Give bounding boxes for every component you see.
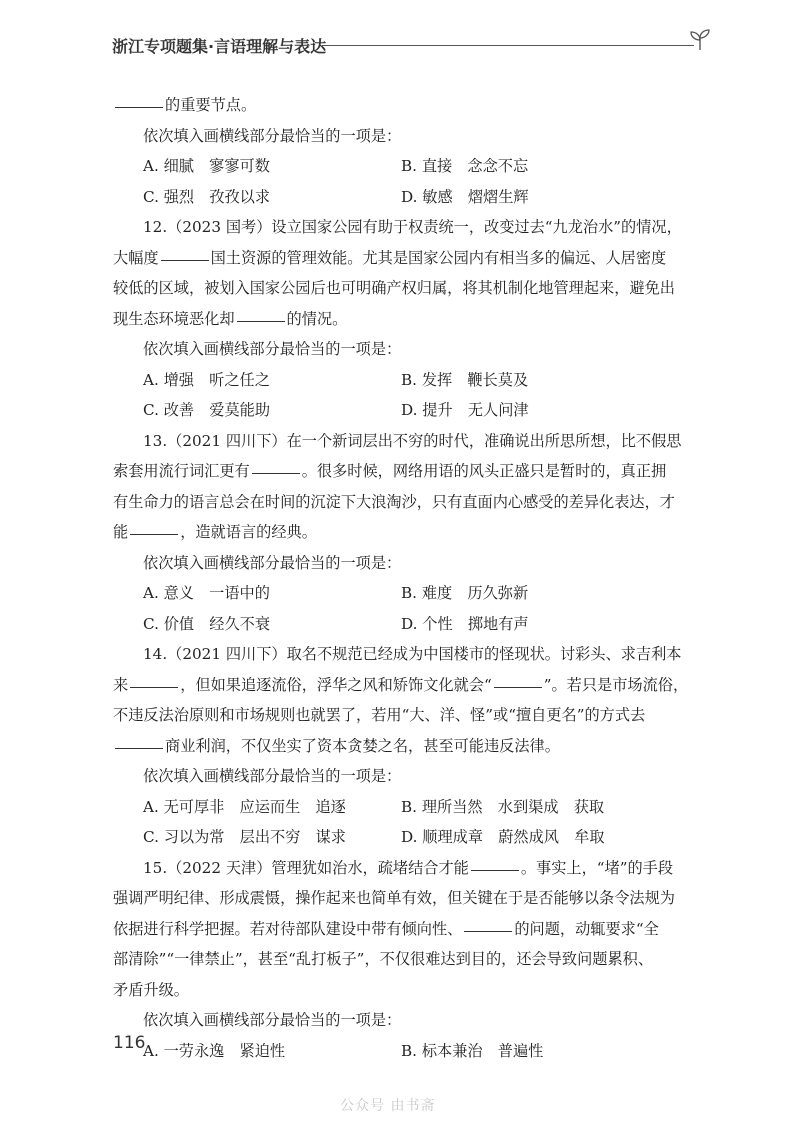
answer-prompt: 依次填入画横线部分最恰当的一项是：	[143, 767, 402, 785]
sprout-icon	[688, 28, 712, 52]
question-13	[113, 426, 698, 640]
option-b: B. 理所当然 水到渠成 获取	[401, 797, 605, 816]
q13-line: ，造就语言的经典。	[180, 523, 317, 541]
fill-blank	[494, 686, 542, 688]
fill-blank	[252, 472, 300, 474]
q12-line: 大幅度	[113, 248, 159, 267]
fill-blank	[161, 259, 209, 261]
q15-line: 矛盾升级。	[113, 980, 189, 999]
fill-blank	[130, 686, 178, 688]
fill-blank	[471, 869, 519, 871]
q13-line: 13.（2021 四川下）在一个新词层出不穷的时代，准确说出所思所想，比不假思	[143, 431, 682, 450]
option-c: C. 习以为常 层出不穷 谋求	[143, 828, 346, 846]
q15-line: 15.（2022 天津）管理犹如治水，疏堵结合才能	[143, 858, 469, 877]
page-content	[113, 90, 698, 1066]
answer-prompt: 依次填入画横线部分最恰当的一项是：	[143, 126, 402, 145]
q13-line: 有生命力的语言总会在时间的沉淀下大浪淘沙，只有直面内心感受的差异化表达，才	[113, 492, 675, 511]
q13-line: 能	[113, 523, 129, 541]
page-number: 116	[113, 1033, 146, 1053]
question-14	[113, 639, 698, 853]
fill-blank	[464, 930, 512, 932]
q12-line: 的情况。	[286, 309, 348, 328]
q15-line: 强调严明纪律、形成震慑，操作起来也简单有效，但关键在于是否能够以条令法规为	[113, 889, 675, 907]
q14-line: 来	[113, 675, 129, 694]
option-b: B. 标本兼治 普遍性	[401, 1041, 544, 1060]
answer-prompt: 依次填入画横线部分最恰当的一项是：	[143, 1011, 402, 1029]
option-c: C. 价值 经久不衰	[143, 614, 271, 633]
answer-prompt: 依次填入画横线部分最恰当的一项是：	[143, 553, 402, 572]
question-12	[113, 212, 698, 426]
q14-line: 不违反法治原则和市场规则也就罢了，若用“大、洋、怪”或“擅自更名”的方式去	[113, 706, 646, 724]
option-d: D. 个性 掷地有声	[401, 614, 529, 633]
option-b: B. 难度 历久弥新	[401, 584, 529, 602]
q15-line: 部清除”“一律禁止”，甚至“乱打板子”，不仅很难达到目的，还会导致问题累积、	[113, 950, 654, 968]
option-a: A. 无可厚非 应运而生 追逐	[143, 797, 346, 816]
fill-blank	[237, 320, 285, 322]
watermark: 公众号 由书斋	[340, 1098, 436, 1114]
q12-line: 较低的区域，被划入国家公园后也可明确产权归属，将其机制化地管理起来，避免出	[113, 279, 675, 297]
question-15	[113, 853, 698, 1067]
fill-blank	[115, 747, 163, 749]
q15-line: 的问题，动辄要求“全	[514, 919, 659, 938]
option-d: D. 敏感 熠熠生辉	[401, 187, 529, 206]
option-c: C. 改善 爱莫能助	[143, 401, 271, 419]
q14-line: ”。若只是市场流俗，	[543, 675, 689, 694]
q12-line: 现生态环境恶化却	[113, 309, 235, 328]
option-d: D. 顺理成章 蔚然成风 牟取	[401, 828, 605, 846]
q11-line-end: 的重要节点。	[165, 96, 257, 114]
answer-prompt: 依次填入画横线部分最恰当的一项是：	[143, 340, 402, 358]
q13-line: 。很多时候，网络用语的风头正盛只是暂时的，真正拥	[301, 462, 667, 480]
question-11	[113, 90, 698, 212]
option-a: A. 意义 一语中的	[143, 584, 270, 602]
option-b: B. 发挥 鞭长莫及	[401, 370, 529, 389]
fill-blank	[115, 106, 163, 108]
q13-line: 索套用流行词汇更有	[113, 462, 250, 480]
q12-line: 12.（2023 国考）设立国家公园有助于权责统一，改变过去“九龙治水”的情况，	[143, 218, 682, 236]
running-header	[112, 34, 712, 60]
q15-line: 。事实上，“堵”的手段	[520, 858, 674, 877]
q15-line: 依据进行科学把握。若对待部队建设中带有倾向性、	[113, 919, 463, 938]
option-d: D. 提升 无人问津	[401, 401, 529, 419]
option-a: A. 细腻 寥寥可数	[143, 157, 270, 175]
option-b: B. 直接 念念不忘	[401, 157, 529, 175]
option-a: A. 一劳永逸 紧迫性	[143, 1041, 286, 1060]
option-c: C. 强烈 孜孜以求	[143, 187, 271, 206]
q14-line: ，但如果追逐流俗，浮华之风和矫饰文化就会“	[180, 675, 492, 694]
header-rule	[322, 45, 694, 46]
book-title: 浙江专项题集·言语理解与表达	[112, 37, 327, 56]
q14-line: 14.（2021 四川下）取名不规范已经成为中国楼市的怪现状。讨彩头、求吉利本	[143, 645, 682, 663]
q14-line: 商业利润，不仅坐实了资本贪婪之名，甚至可能违反法律。	[165, 736, 560, 755]
fill-blank	[130, 533, 178, 535]
q12-line: 国土资源的管理效能。尤其是国家公园内有相当多的偏远、人居密度	[210, 248, 667, 267]
option-a: A. 增强 听之任之	[143, 370, 270, 389]
